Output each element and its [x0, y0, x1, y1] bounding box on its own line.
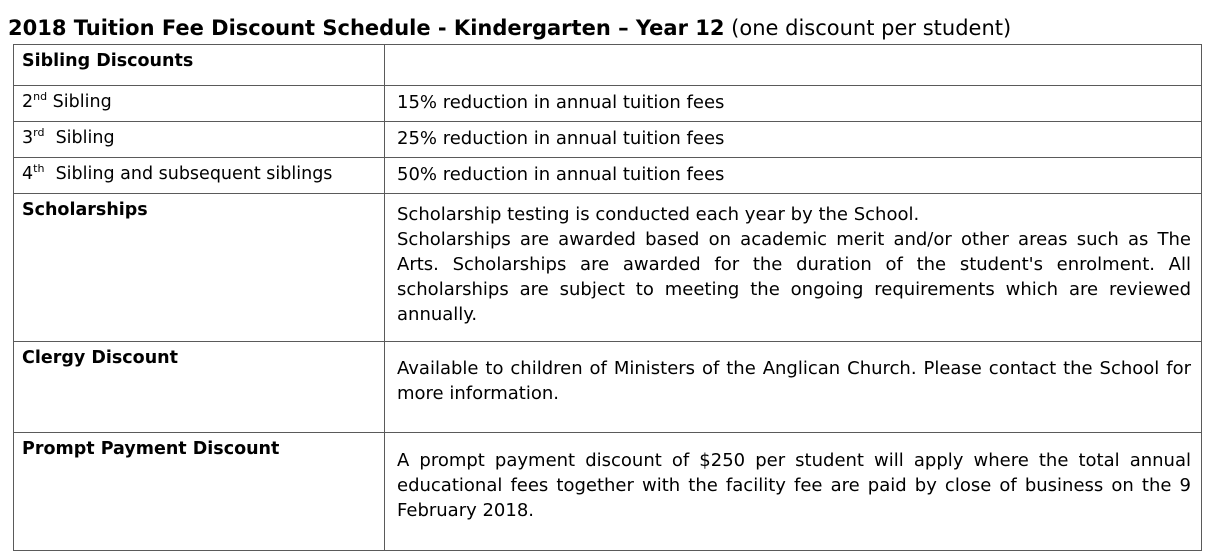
- sibling-label-text: Sibling and subsequent siblings: [44, 164, 333, 184]
- scholarships-text: [385, 194, 1202, 342]
- ordinal-number: 3: [22, 128, 34, 148]
- table-row: [14, 433, 1202, 551]
- table-row: [14, 158, 1202, 194]
- ordinal-suffix: rd: [33, 126, 45, 140]
- title-note: (one discount per student): [731, 16, 1012, 40]
- ordinal-number: 4: [22, 164, 34, 184]
- scholarships-line-1: Scholarship testing is conducted each year by the School.: [397, 204, 920, 225]
- table-row: [14, 194, 1202, 342]
- title-main: 2018 Tuition Fee Discount Schedule - Kindergarten – Year 12: [8, 16, 725, 40]
- table-row: [14, 86, 1202, 122]
- ordinal-suffix: nd: [33, 90, 48, 104]
- sibling-label: [14, 86, 385, 122]
- prompt-payment-label: Prompt Payment Discount: [14, 433, 385, 551]
- discount-table: [13, 44, 1202, 551]
- sibling-value: 50% reduction in annual tuition fees: [385, 158, 1202, 194]
- sibling-value: 25% reduction in annual tuition fees: [385, 122, 1202, 158]
- clergy-text: Available to children of Ministers of the Anglican Church. Please contact the School for more information.: [385, 342, 1202, 433]
- prompt-payment-text: A prompt payment discount of $250 per student will apply where the total annual educational fees together with the facility fee are paid by close of business on the 9 February 2018.: [385, 433, 1202, 551]
- page-title: [8, 14, 1011, 42]
- table-row: [14, 45, 1202, 86]
- empty-cell: [385, 45, 1202, 86]
- scholarships-label: Scholarships: [14, 194, 385, 342]
- sibling-label: [14, 158, 385, 194]
- ordinal-number: 2: [22, 92, 34, 112]
- sibling-discounts-header: Sibling Discounts: [14, 45, 385, 86]
- sibling-label-text: Sibling: [47, 92, 112, 112]
- sibling-label: [14, 122, 385, 158]
- ordinal-suffix: th: [33, 162, 45, 176]
- table-row: [14, 342, 1202, 433]
- scholarships-line-2: Scholarships are awarded based on academic merit and/or other areas such as The Arts. Scholarships are awarded for the duration of the student's enrolment. All scholarships are subject to meeting the ongoing requirements which are reviewed annually.: [397, 229, 1191, 325]
- clergy-label: Clergy Discount: [14, 342, 385, 433]
- table-row: [14, 122, 1202, 158]
- sibling-label-text: Sibling: [44, 128, 115, 148]
- sibling-value: 15% reduction in annual tuition fees: [385, 86, 1202, 122]
